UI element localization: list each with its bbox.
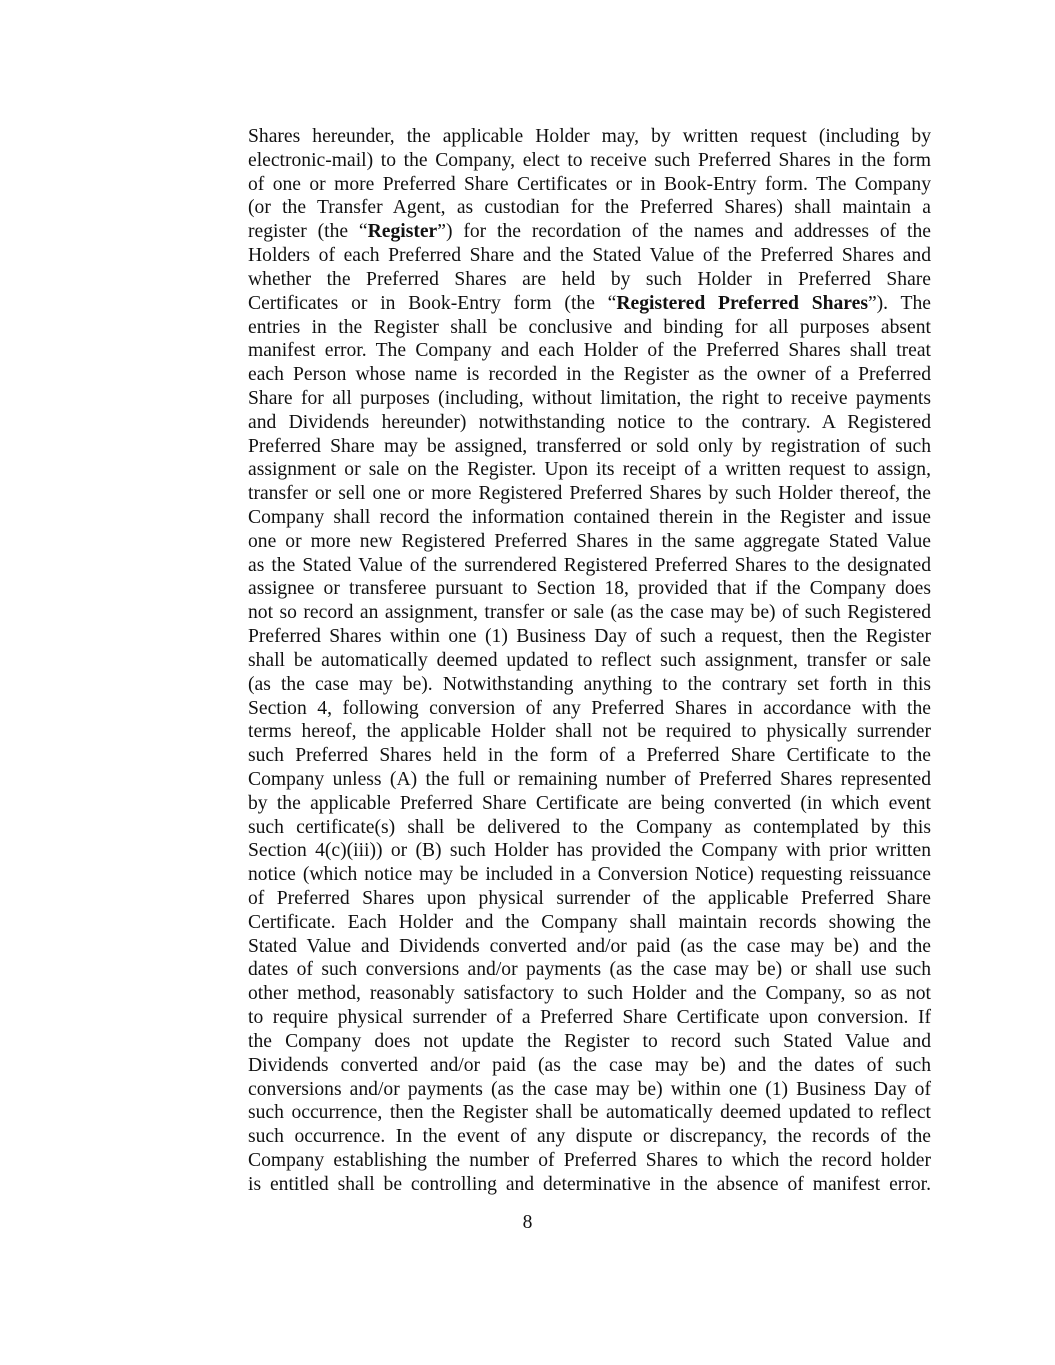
text-line: shall be automatically deemed updated to reflect such assignment, transfer or sale	[248, 649, 931, 671]
text-line: such occurrence, then the Register shall be automatically deemed updated to reflect	[248, 1102, 931, 1124]
text-line: transfer or sell one or more Registered Preferred Shares by such Holder thereof, the	[248, 483, 931, 505]
text-line: as the Stated Value of the surrendered Registered Preferred Shares to the designated	[248, 554, 931, 576]
text-line: notice (which notice may be included in a Conversion Notice) requesting reissuance	[248, 864, 931, 886]
text-line: not so record an assignment, transfer or sale (as the case may be) of such Registered	[248, 602, 931, 624]
text-line: such certificate(s) shall be delivered to the Company as contemplated by this	[248, 816, 931, 838]
defined-term: Register	[367, 221, 438, 243]
text-line: register (the “Register”) for the recordation of the names and addresses of the	[248, 221, 931, 243]
defined-term: Registered Preferred Shares	[616, 292, 868, 314]
text-line: Section 4(c)(iii)) or (B) such Holder has provided the Company with prior written	[248, 840, 931, 862]
text-line: Section 4, following conversion of any Preferred Shares in accordance with the	[248, 697, 931, 719]
text-line: Holders of each Preferred Share and the Stated Value of the Preferred Shares and	[248, 245, 931, 267]
text-line: each Person whose name is recorded in the Register as the owner of a Preferred	[248, 364, 931, 386]
text-line: Shares hereunder, the applicable Holder may, by written request (including by	[248, 126, 931, 147]
text-line: assignment or sale on the Register. Upon its receipt of a written request to assign,	[248, 459, 931, 481]
text-line: dates of such conversions and/or payments (as the case may be) or shall use such	[248, 959, 931, 981]
text-line: such occurrence. In the event of any dispute or discrepancy, the records of the	[248, 1126, 931, 1148]
text-line: (as the case may be). Notwithstanding anything to the contrary set forth in this	[248, 673, 931, 695]
text-line: such Preferred Shares held in the form of a Preferred Share Certificate to the	[248, 745, 931, 767]
text-line: and Dividends hereunder) notwithstanding notice to the contrary. A Registered	[248, 411, 931, 433]
body-paragraph	[248, 125, 931, 1197]
text-line: Preferred Share may be assigned, transferred or sold only by registration of such	[248, 435, 931, 457]
text-line: conversions and/or payments (as the case may be) within one (1) Business Day of	[248, 1078, 931, 1100]
text-line: assignee or transferee pursuant to Section 18, provided that if the Company does	[248, 578, 931, 600]
text-line: terms hereof, the applicable Holder shall not be required to physically surrender	[248, 721, 931, 743]
text-line: other method, reasonably satisfactory to such Holder and the Company, so as not	[248, 983, 931, 1005]
text-line: (or the Transfer Agent, as custodian for the Preferred Shares) shall maintain a	[248, 197, 931, 219]
text-line: Company shall record the information contained therein in the Register and issue	[248, 507, 931, 528]
text-line: manifest error. The Company and each Holder of the Preferred Shares shall treat	[248, 340, 931, 362]
text-line: Stated Value and Dividends converted and/or paid (as the case may be) and the	[248, 935, 931, 957]
text-line: to require physical surrender of a Preferred Share Certificate upon conversion. If	[248, 1007, 931, 1029]
text-line: entries in the Register shall be conclusive and binding for all purposes absent	[248, 316, 931, 338]
text-line: the Company does not update the Register to record such Stated Value and	[248, 1030, 931, 1052]
text-line: by the applicable Preferred Share Certificate are being converted (in which event	[248, 792, 931, 814]
text-line: of Preferred Shares upon physical surrender of the applicable Preferred Share	[248, 888, 931, 909]
text-line: Company establishing the number of Preferred Shares to which the record holder	[248, 1149, 931, 1171]
text-line: is entitled shall be controlling and determinative in the absence of manifest error.	[248, 1173, 931, 1195]
text-line: Company unless (A) the full or remaining number of Preferred Shares represented	[248, 768, 931, 790]
text-line: one or more new Registered Preferred Shares in the same aggregate Stated Value	[248, 530, 931, 552]
text-line: Dividends converted and/or paid (as the case may be) and the dates of such	[248, 1054, 931, 1076]
text-line: Certificate. Each Holder and the Company shall maintain records showing the	[248, 911, 931, 933]
text-line: Certificates or in Book-Entry form (the “Registered Preferred Shares”). The	[248, 292, 931, 314]
text-line: Share for all purposes (including, without limitation, the right to receive payments	[248, 387, 931, 409]
text-line: whether the Preferred Shares are held by such Holder in Preferred Share	[248, 268, 931, 290]
text-line: electronic-mail) to the Company, elect to receive such Preferred Shares in the form	[248, 149, 931, 171]
text-line: of one or more Preferred Share Certificates or in Book-Entry form. The Company	[248, 173, 931, 195]
text-line: Preferred Shares within one (1) Business Day of such a request, then the Register	[248, 626, 931, 648]
page-number: 8	[522, 1212, 533, 1233]
